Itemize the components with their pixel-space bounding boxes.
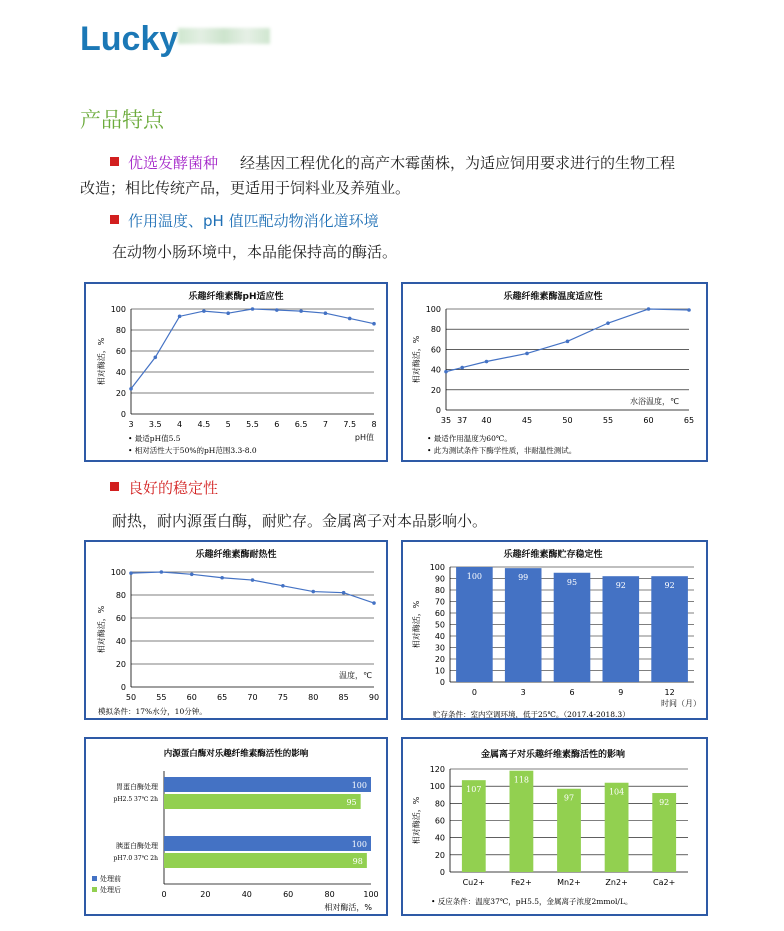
bar-before: [164, 777, 371, 792]
chart-title: 内源蛋白酶对乐趣纤维素酶活性的影响: [163, 749, 309, 759]
bar-after: [164, 794, 361, 809]
data-point: [372, 601, 376, 605]
series-line: [131, 309, 374, 389]
x-tick-label: 55: [602, 416, 614, 425]
x-tick-label: 60: [186, 693, 197, 702]
series-line: [131, 572, 374, 603]
y-tick-label: 60: [430, 345, 441, 355]
y-tick-label: 100: [110, 305, 126, 314]
x-tick-label: Zn2+: [605, 878, 628, 887]
bullet-square-icon: [110, 482, 119, 491]
bar-value-label: 99: [518, 573, 529, 583]
y-tick-label: 100: [429, 563, 445, 572]
data-point: [525, 352, 529, 356]
y-tick-label: 20: [434, 655, 445, 664]
bullet-square-icon: [110, 215, 119, 224]
x-tick-label: 50: [562, 416, 573, 425]
chart-heat: [86, 542, 386, 718]
x-tick-label: Ca2+: [653, 878, 676, 887]
legend-swatch-after: [92, 887, 97, 892]
data-point: [220, 576, 224, 580]
feature-1-text-line2: 改造；相比传统产品，更适用于饲料业及养殖业。: [80, 179, 411, 197]
x-tick-label: Fe2+: [510, 878, 532, 887]
feature-1-title: 优选发酵菌种: [128, 154, 219, 172]
chart-title: 乐趣纤维素酶pH适应性: [188, 292, 284, 302]
x-tick-label: 90: [368, 693, 380, 702]
data-point: [647, 307, 651, 311]
x-tick-label: 80: [324, 890, 335, 899]
y-tick-label: 20: [115, 389, 126, 398]
data-point: [251, 307, 255, 311]
y-axis-label: 相对酶活，%: [412, 796, 421, 845]
y-tick-label: 0: [120, 683, 126, 692]
x-axis-label: 水浴温度，℃: [630, 397, 679, 406]
data-point: [251, 578, 255, 582]
y-tick-label: 120: [429, 765, 445, 774]
y-tick-label: 20: [430, 385, 441, 395]
data-point: [190, 573, 194, 577]
bar-value-label: 97: [563, 793, 575, 803]
chart-protease-panel: [84, 737, 388, 916]
group-label-condition: pH2.5 37℃ 2h: [113, 796, 158, 803]
chart-note: 模拟条件：17%水分，10分钟。: [98, 707, 207, 716]
y-tick-label: 0: [439, 868, 445, 877]
bar: [603, 576, 640, 682]
group-label: 胰蛋白酶处理: [116, 842, 158, 850]
x-axis-label: 相对酶活，%: [324, 903, 372, 912]
data-point: [311, 590, 315, 594]
chart-note: 贮存条件：室内空调环境，低于25℃。（2017.4-2018.3）: [433, 710, 630, 718]
y-axis-label: 相对酶活，%: [412, 335, 421, 384]
x-tick-label: 0: [161, 890, 167, 899]
company-logo: [80, 20, 280, 60]
chart-note: • 最适作用温度为60℃。: [427, 434, 512, 443]
y-tick-label: 0: [439, 678, 445, 687]
x-tick-label: 4: [177, 420, 183, 429]
chart-title: 乐趣纤维素酶温度适应性: [503, 292, 603, 302]
x-tick-label: 7: [322, 420, 328, 429]
x-tick-label: 6.5: [294, 420, 308, 429]
y-tick-label: 80: [434, 799, 445, 809]
x-tick-label: 5: [225, 420, 231, 429]
y-tick-label: 40: [434, 833, 445, 843]
bar-value-label: 118: [513, 775, 530, 785]
chart-ph: [86, 284, 386, 460]
data-point: [324, 311, 328, 315]
x-tick-label: 75: [277, 693, 288, 702]
feature-2-text: 在动物小肠环境中，本品能保持高的酶活。: [112, 243, 398, 261]
data-point: [348, 317, 352, 321]
chart-note: • 相对活性大于50%的pH范围3.3-8.0: [128, 446, 257, 455]
legend-swatch-before: [92, 876, 97, 881]
feature-1-text-line1: 经基因工程优化的高产木霉菌株，为适应饲用要求进行的生物工程: [240, 154, 676, 172]
x-tick-label: 8: [371, 420, 377, 429]
x-tick-label: 100: [363, 890, 379, 899]
bar-value-label: 104: [608, 787, 625, 797]
logo-blurred-name: [178, 28, 270, 44]
chart-note: • 此为测试条件下酶学性质，非耐温性测试。: [427, 446, 577, 455]
bar-before: [164, 836, 371, 851]
data-point: [178, 315, 182, 319]
data-point: [299, 309, 303, 313]
x-tick-label: 60: [643, 416, 654, 425]
chart-ph-panel: [84, 282, 388, 462]
x-tick-label: 35: [440, 416, 452, 425]
chart-temp-panel: [401, 282, 708, 462]
logo-text: Lucky: [80, 20, 179, 58]
x-tick-label: 55: [156, 693, 167, 702]
bar-value-label: 100: [351, 840, 367, 849]
y-tick-label: 60: [434, 816, 445, 826]
x-tick-label: 6: [569, 688, 575, 697]
bar: [554, 573, 591, 682]
x-tick-label: 85: [338, 693, 349, 702]
x-axis-label: 温度，℃: [339, 671, 372, 680]
data-point: [606, 321, 610, 325]
x-tick-label: 65: [683, 416, 695, 425]
y-axis-label: 相对酶活，%: [97, 605, 106, 654]
data-point: [485, 360, 489, 364]
x-tick-label: Cu2+: [462, 878, 486, 887]
y-tick-label: 0: [435, 406, 441, 415]
bar-after: [164, 853, 367, 868]
y-tick-label: 50: [434, 620, 445, 630]
chart-storage: [403, 542, 706, 718]
y-tick-label: 40: [430, 365, 441, 375]
x-tick-label: 9: [618, 688, 624, 697]
bullet-square-icon: [110, 157, 119, 166]
y-tick-label: 80: [115, 326, 126, 335]
x-tick-label: 4.5: [197, 420, 211, 429]
data-point: [342, 591, 346, 595]
x-tick-label: 3: [128, 420, 134, 429]
x-tick-label: 0: [471, 688, 477, 697]
x-tick-label: 45: [521, 416, 533, 425]
feature-3-title: 良好的稳定性: [128, 479, 219, 497]
feature-3-text: 耐热，耐内源蛋白酶，耐贮存。金属离子对本品影响小。: [112, 512, 488, 530]
data-point: [129, 387, 133, 391]
section-title: 产品特点: [80, 108, 164, 132]
bar-value-label: 95: [346, 798, 357, 807]
x-tick-label: 3: [520, 688, 526, 697]
x-tick-label: 6: [274, 420, 280, 429]
bar-value-label: 100: [466, 572, 483, 581]
chart-protease: [86, 739, 386, 914]
chart-title: 金属离子对乐趣纤维素酶活性的影响: [480, 750, 626, 760]
x-tick-label: 3.5: [148, 420, 162, 429]
x-tick-label: 20: [200, 890, 211, 899]
chart-metal: [403, 739, 706, 914]
data-point: [566, 340, 570, 344]
chart-note: • 反应条件：温度37℃，pH5.5，金属离子浓度2mmol/L。: [431, 897, 633, 906]
x-tick-label: 80: [308, 693, 319, 702]
y-tick-label: 20: [115, 660, 126, 669]
data-point: [372, 322, 376, 326]
feature-1-line: [128, 152, 218, 173]
chart-metal-panel: [401, 737, 708, 916]
feature-2-title: 作用温度、pH 值匹配动物消化道环境: [128, 212, 379, 230]
x-tick-label: 60: [283, 890, 294, 899]
chart-temp: [403, 284, 706, 460]
y-tick-label: 0: [120, 410, 126, 419]
bar: [651, 576, 688, 682]
chart-storage-panel: [401, 540, 708, 720]
y-tick-label: 80: [430, 325, 441, 335]
y-tick-label: 60: [434, 609, 445, 618]
x-axis-label: 时间（月）: [661, 699, 701, 708]
y-tick-label: 60: [115, 614, 126, 623]
legend-label: 处理前: [100, 875, 121, 883]
x-tick-label: 7.5: [343, 420, 357, 429]
bar-value-label: 107: [466, 785, 482, 795]
data-point: [129, 571, 133, 575]
data-point: [687, 308, 691, 312]
y-axis-label: 相对酶活，%: [412, 600, 421, 649]
x-tick-label: Mn2+: [557, 878, 581, 887]
y-tick-label: 100: [429, 782, 445, 792]
legend-label: 处理后: [100, 886, 121, 894]
y-tick-label: 30: [434, 643, 445, 653]
x-tick-label: 40: [481, 416, 492, 425]
data-point: [460, 366, 464, 370]
x-tick-label: 40: [241, 890, 252, 899]
group-label-condition: pH7.0 37℃ 2h: [113, 855, 158, 862]
x-tick-label: 70: [247, 693, 258, 702]
y-tick-label: 10: [434, 666, 445, 676]
y-tick-label: 20: [434, 850, 445, 860]
data-point: [275, 308, 279, 312]
chart-title: 乐趣纤维素酶贮存稳定性: [503, 550, 603, 560]
bar: [456, 567, 493, 682]
chart-heat-panel: [84, 540, 388, 720]
data-point: [202, 309, 206, 313]
y-tick-label: 70: [434, 597, 445, 607]
data-point: [281, 584, 285, 588]
bar-value-label: 100: [351, 781, 367, 790]
data-point: [226, 311, 230, 315]
x-tick-label: 12: [664, 688, 675, 697]
x-tick-label: 37: [457, 416, 468, 425]
bar: [505, 568, 542, 682]
y-tick-label: 40: [434, 632, 445, 641]
y-axis-label: 相对酶活，%: [97, 337, 106, 386]
bar-value-label: 92: [615, 581, 626, 591]
y-tick-label: 90: [434, 574, 445, 584]
bar-value-label: 92: [664, 581, 675, 591]
x-tick-label: 5.5: [246, 420, 259, 429]
x-tick-label: 50: [125, 693, 137, 702]
chart-title: 乐趣纤维素酶耐热性: [195, 550, 277, 560]
chart-note: • 最适pH值5.5: [128, 434, 181, 443]
bar: [510, 771, 534, 872]
bar-value-label: 95: [566, 577, 578, 587]
y-tick-label: 80: [115, 591, 126, 600]
group-label: 胃蛋白酶处理: [116, 783, 158, 791]
bar-value-label: 98: [352, 857, 363, 866]
y-tick-label: 100: [425, 305, 441, 314]
x-tick-label: 65: [217, 693, 228, 702]
y-tick-label: 80: [434, 586, 445, 595]
bar-value-label: 92: [659, 798, 670, 808]
data-point: [444, 370, 448, 374]
data-point: [154, 356, 158, 360]
y-tick-label: 60: [115, 347, 126, 356]
y-tick-label: 100: [110, 568, 126, 577]
y-tick-label: 40: [115, 637, 126, 646]
y-tick-label: 40: [115, 368, 126, 377]
data-point: [160, 570, 164, 574]
x-axis-label: pH值: [354, 433, 374, 442]
